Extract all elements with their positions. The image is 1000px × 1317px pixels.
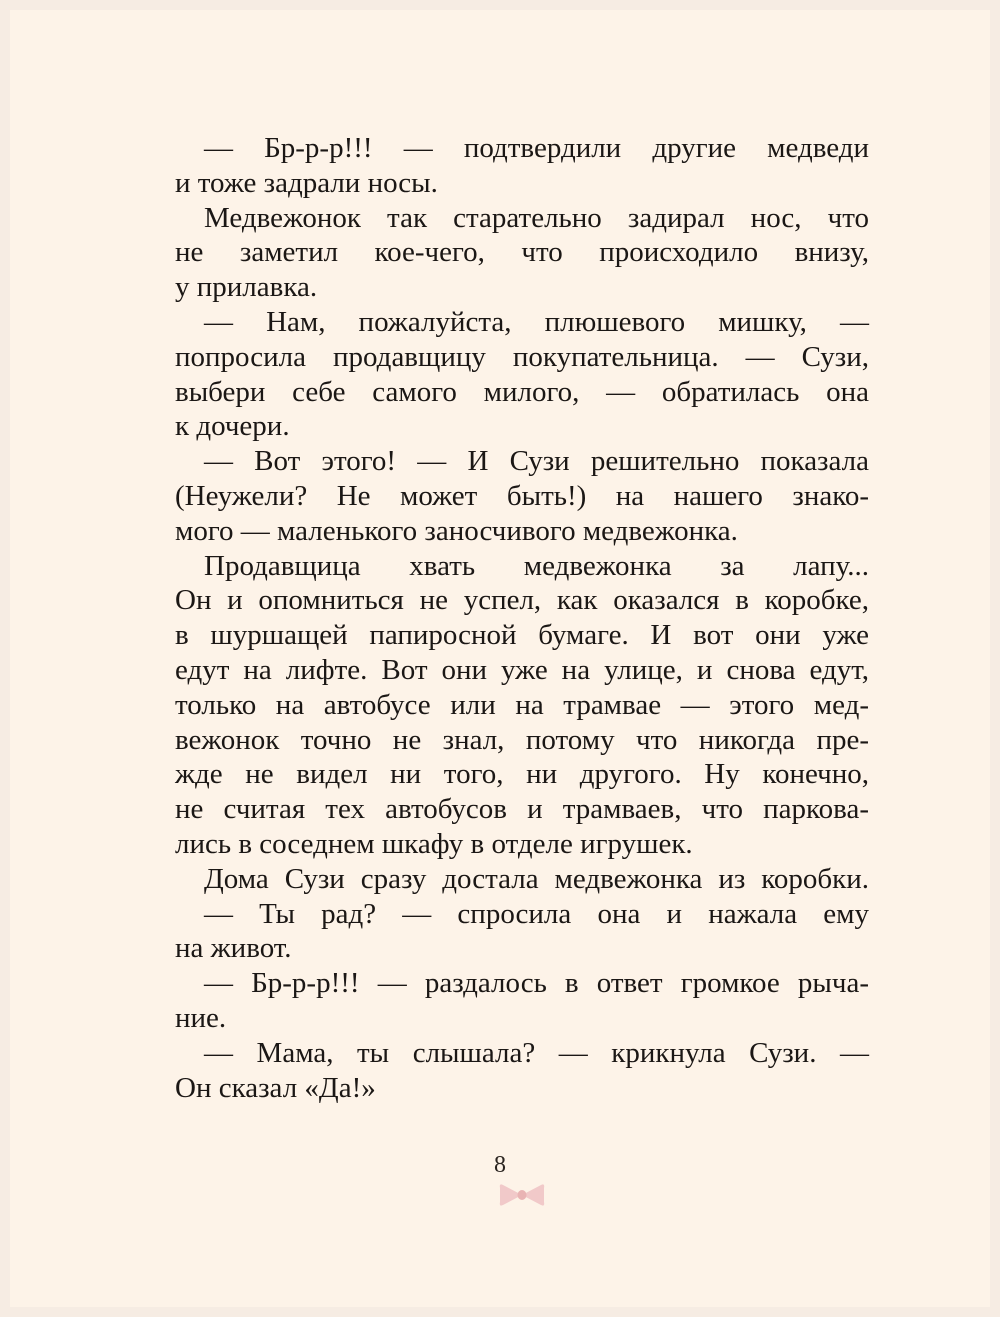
paragraph-line: на живот. (175, 932, 292, 965)
paragraph-line: только на автобусе или на трамвае — этого мед- (175, 688, 869, 721)
paragraph-line: — Мама, ты слышала? — крикнула Сузи. — (204, 1036, 869, 1069)
page-number: 8 (494, 1152, 506, 1178)
paragraph-line: жде не видел ни того, ни другого. Ну конечно, (175, 758, 869, 791)
paragraph-line: выбери себе самого милого, — обратилась она (175, 375, 869, 408)
paragraph-line: Продавщица хвать медвежонка за лапу... (204, 549, 869, 582)
paragraph-line: (Неужели? Не может быть!) на нашего знако- (175, 479, 869, 512)
paragraph-line: Он и опомниться не успел, как оказался в коробке, (175, 584, 869, 617)
paragraph-line: едут на лифте. Вот они уже на улице, и снова едут, (175, 653, 869, 686)
bow-icon (499, 1182, 545, 1208)
paragraph-line: Он сказал «Да!» (175, 1071, 376, 1104)
paragraph-line: — Ты рад? — спросила она и нажала ему (204, 897, 869, 930)
paragraph-line: мого — маленького заносчивого медвежонка. (175, 514, 738, 547)
story-text (175, 131, 869, 1105)
paragraph-line: лись в соседнем шкафу в отделе игрушек. (175, 827, 693, 860)
paragraph-line: попросила продавщицу покупательница. — Сузи, (175, 340, 869, 373)
paragraph-line: — Нам, пожалуйста, плюшевого мишку, — (204, 305, 869, 338)
paragraph-line: Медвежонок так старательно задирал нос, что (204, 201, 869, 234)
paragraph-line: не считая тех автобусов и трамваев, что паркова- (175, 793, 869, 826)
paragraph-line: и тоже задрали носы. (175, 166, 438, 199)
paragraph-line: у прилавка. (175, 271, 318, 304)
paragraph-line: ние. (175, 1001, 227, 1034)
paragraph-line: — Бр-р-р!!! — подтвердили другие медведи (204, 132, 869, 164)
paragraph-line: вежонок точно не знал, потому что никогда пре- (175, 723, 869, 756)
paragraph-line: Дома Сузи сразу достала медвежонка из коробки. (204, 862, 869, 895)
paragraph-line: не заметил кое-чего, что происходило внизу, (175, 236, 869, 269)
paragraph-line: — Бр-р-р!!! — раздалось в ответ громкое рыча- (204, 967, 869, 1000)
paragraph-line: к дочери. (175, 410, 290, 443)
paragraph-line: — Вот этого! — И Сузи решительно показала (204, 445, 869, 478)
paragraph-line: в шуршащей папиросной бумаге. И вот они уже (175, 619, 869, 652)
